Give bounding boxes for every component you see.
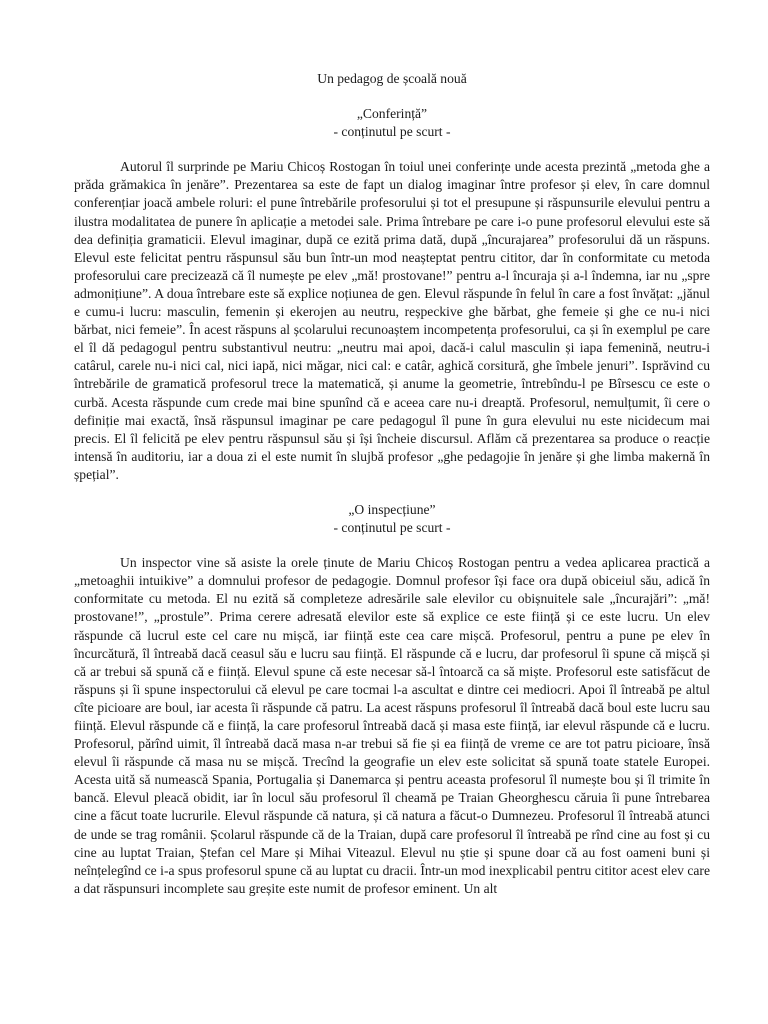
section-heading-inspectiune: „O inspecțiune” bbox=[348, 501, 436, 517]
section-paragraph-conferinta: Autorul îl surprinde pe Mariu Chicoș Rostogan în toiul unei conferințe unde acesta prezintă „metoda ghe a prăda grămakica în jenăre”. Prezentarea sa este de fapt un dialog imaginar între profesor și elev, în care domnul conferențiar joacă ambele roluri: el pune întrebările profesorului și tot el presupune și răspunsurile elevului pentru a ilustra modalitatea de punere în aplicație a metodei sale. Prima întrebare pe care i-o pune profesorul elevului este să dea definiția gramaticii. Elevul imaginar, după ce ezită prima dată, după „încurajarea” profesorului dă un răspuns. Elevul este felicitat pentru răspunsul său bun într-un mod neașteptat pentru cititor, dar în conformitate cu metoda profesorului care precizează că îl numește pe elev „mă! prostovane!” pentru a-l încuraja și a-l îndemna, iar nu „spre admonițiune”. A doua întrebare este să explice noțiunea de gen. Elevul răspunde în felul în care a fost învățat: „jănul e cumu-i lucru: masculin, femenin și ekerojen au neutru, reșpeckive ghe bărbat, ghe femeie și ghe ce nu-i nici bărbat, nici femeie”. În acest răspuns al școlarului recunoaștem incompetența profesorului, ca și în exemplul pe care el îl dă pedagogul pentru substantivul neutru: „neutru mai apoi, dacă-i calul masculin și iapa femenină, neutru-i catârul, carele nu-i nici cal, nici iapă, nici măgar, nici cal: e catâr, aghică corsitură, ghe îmbele jenuri”. Isprăvind cu întrebările de gramatică profesorul trece la matematică, și anume la geometrie, întrebîndu-l pe Bîrsescu ce este o curbă. Acesta răspunde cum crede mai bine spunînd că e aceea care nu-i dreaptă. Profesorul, nemulțumit, îi cere o definiție mai exactă, însă răspunsul imaginar pe care pedagogul îl pune în gura elevului nu este nicidecum mai precis. El îl felicită pe elev pentru răspunsul său și își încheie discursul. Aflăm că prezentarea sa produce o reacție intensă în auditoriu, iar a doua zi el este numit în slujbă profesor „ghe pedagojie în jenăre și ghe limba makernă în șpețial”. bbox=[74, 159, 710, 482]
section-paragraph-inspectiune: Un inspector vine să asiste la orele ținute de Mariu Chicoș Rostogan pentru a vedea aplicarea practică a „metoaghii intuikive” a domnului profesor de pedagogie. Domnul profesor își face ora după obiceiul său, adică în conformitate cu metoda. El nu ezită să completeze adresările sale elevilor cu obișnuitele sale „încurajări”: „mă! prostovane!”, „prostule”. Prima cerere adresată elevilor este să explice ce este ființă și ce este lucru. Un elev răspunde că lucrul este cel care nu mișcă, iar ființă este cea care mișcă. Profesorul, pentru a pune pe elev în încurcătură, îl întreabă dacă ceasul său e lucru sau ființă. El răspunde că e lucru, dar profesorul îi spune că mișcă și că ar trebui să spună că e ființă. Elevul spune că este necesar să-l întoarcă ca să miște. Profesorul este satisfăcut de răspuns și îi spune inspectorului că elevul pe care tocmai l-a ascultat e dintre cei mediocri. Apoi îl întreabă pe altul cîte picioare are boul, iar acesta îi răspunde că patru. La acest răspuns profesorul îl întreabă dacă boul este lucru sau ființă. Elevul răspunde că e ființă, la care profesorul întreabă dacă și masa este ființă, iar elevul răspunde că e lucru. Profesorul, părînd uimit, îl întreabă dacă masa n-ar trebui să fie și ea ființă de vreme ce are tot patru picioare, însă elevul îi răspunde că masa nu se mișcă. Trecînd la geografie un elev este solicitat să spună toate statele Europei. Acesta uită să numească Spania, Portugalia și Danemarca și pentru aceasta profesorul îl numește bou și îl trimite în bancă. Elevul pleacă obidit, iar în locul său profesorul îl cheamă pe Traian Gheorghescu căruia îi pune întrebarea cine a făcut toate lucrurile. Elevul răspunde că natura, și că natura a făcut-o Dumnezeu. Profesorul îl întreabă atunci de unde se trag românii. Școlarul răspunde că de la Traian, după care profesorul îl întreabă pe rînd cine au fost și cu cine au luptat Traian, Ștefan cel Mare și Mihai Viteazul. Elevul nu știe și spune doar că au fost oameni buni și neînțelegînd ce i-a spus profesorul spune că au luptat cu dracii. Într-un mod inexplicabil pentru cititor acest elev care a dat răspunsuri incomplete sau greșite este numit de profesor eminent. Un alt bbox=[74, 555, 710, 896]
section-subheading-inspectiune: - conținutul pe scurt - bbox=[333, 520, 451, 536]
section-subheading-conferinta: - conținutul pe scurt - bbox=[333, 124, 451, 140]
section-heading-conferinta: „Conferință” bbox=[356, 106, 428, 122]
document-title: Un pedagog de școală nouă bbox=[317, 71, 467, 86]
